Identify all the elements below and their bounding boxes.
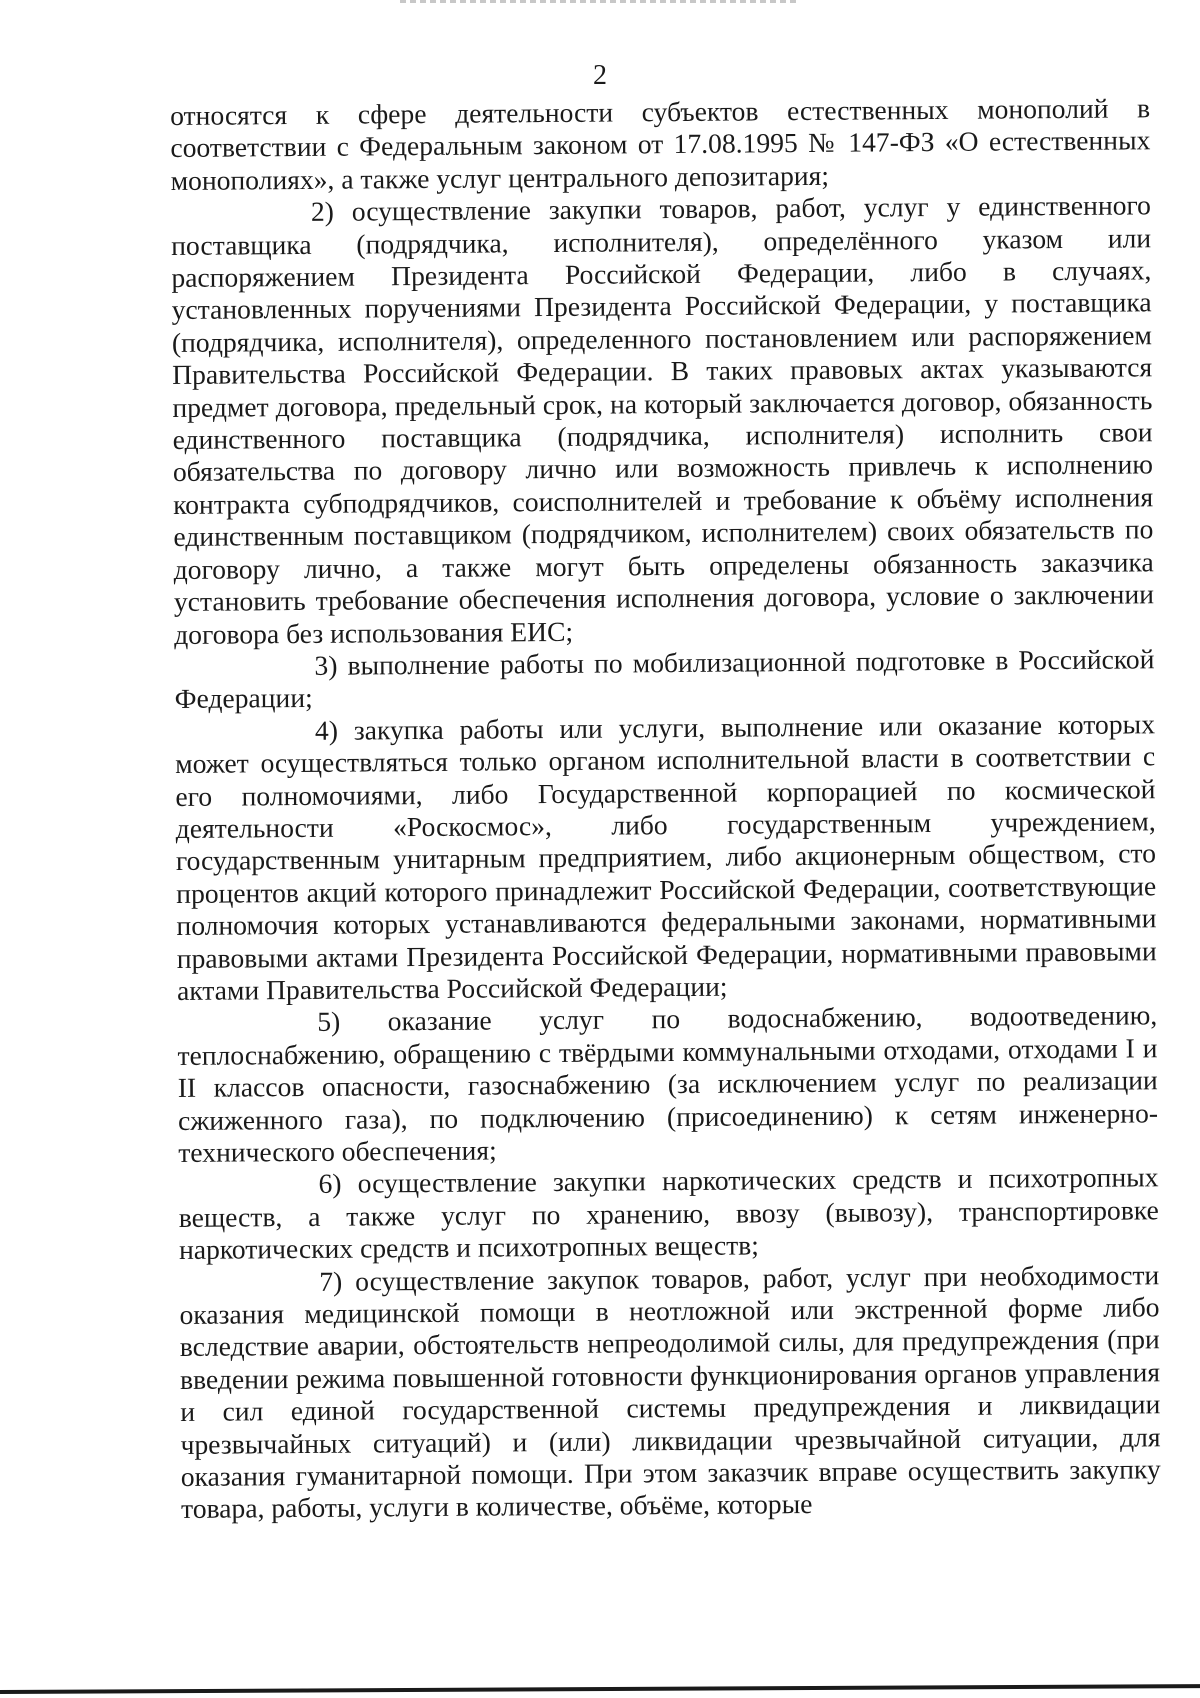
document-body [170,92,1161,1526]
list-item-text: закупка работы или услуги, выполнение или оказание которых может осуществляться только органом исполнительной власти в соответствии с его полномочиями, либо Государственной корпорацией по космической деятельности «Роскосмос», либо государственным учреждением, государственным унитарным предприятием, либо акционерным обществом, сто процентов акций которого принадлежит Российской Федерации, соответствующие полномочия которых устанавливаются федеральными законами, нормативными правовыми актами Президента Российской Федерации, нормативными правовыми актами Правительства Российской Федерации; [175,708,1157,1006]
list-item [175,708,1157,1007]
paragraph-text: относятся к сфере деятельности субъектов естественных монополий в соответствии с Федеральным законом от 17.08.1995 № 147-ФЗ «О естественных монополиях», а также услуг центрального депозитария; [170,92,1151,196]
page-number: 2 [593,60,607,91]
list-item [178,1162,1159,1267]
list-item-number: 6) [318,1168,342,1200]
list-item [179,1259,1161,1526]
list-item-text: выполнение работы по мобилизационной подготовке в Российской Федерации; [174,643,1155,715]
list-item-text: оказание услуг по водоснабжению, водоотведению, теплоснабжению, обращению с твёрдыми коммунальными отходами, отходами I и II классов опасности, газоснабжению (за исключением услуг по реализации сжиженного газа), по подключению (присоединению) к сетям инженерно-технического обеспечения; [177,999,1159,1168]
paragraph-continuation [170,92,1151,197]
list-item-text: осуществление закупки товаров, работ, услуг у единственного поставщика (подрядчика, исполнителя), определённого указом или распоряжением Президента Российской Федерации, либо в случаях, установленных поручениями Президента Российской Федерации, у поставщика (подрядчика, исполнителя), определенного постановлением или распоряжением Правительства Российской Федерации. В таких правовых актах указываются предмет договора, предельный срок, на который заключается договор, обязанность единственного поставщика (подрядчика, исполнителя) исполнить свои обязательства по договору лично или возможность привлечь к исполнению контракта субподрядчиков, соисполнителей и требование к объёму исполнения единственным поставщиком (подрядчиком, исполнителем) своих обязательств по договору лично, а также могут быть определены обязанность заказчика установить требование обеспечения исполнения договора, условие о заключении договора без использования ЕИС; [171,189,1155,650]
scan-bottom-edge [0,1684,1200,1694]
list-item-number: 7) [319,1265,343,1297]
list-item-number: 2) [310,195,335,228]
list-item [171,190,1155,651]
list-item-number: 5) [317,1006,341,1038]
list-item-text: осуществление закупок товаров, работ, услуг при необходимости оказания медицинской помощи в неотложной или экстренной форме либо вследствие аварии, обстоятельств непреодолимой силы, для предупреждения (при введении режима повышенной готовности функционирования органов управления и сил единой государственной системы предупреждения и ликвидации чрезвычайных ситуаций) и (или) ликвидации чрезвычайной ситуации, для оказания гуманитарной помощи. При этом заказчик вправе осуществить закупку товара, работы, услуги в количестве, объёме, которые [179,1258,1161,1525]
list-item-number: 3) [314,649,338,681]
list-item [174,643,1154,716]
scan-top-edge [400,0,800,3]
list-item-text: осуществление закупки наркотических средств и психотропных веществ, а также услуг по хранению, ввозу (вывозу), транспортировке наркотических средств и психотропных веществ; [178,1161,1159,1266]
list-item-number: 4) [314,714,339,746]
list-item [177,1000,1158,1170]
